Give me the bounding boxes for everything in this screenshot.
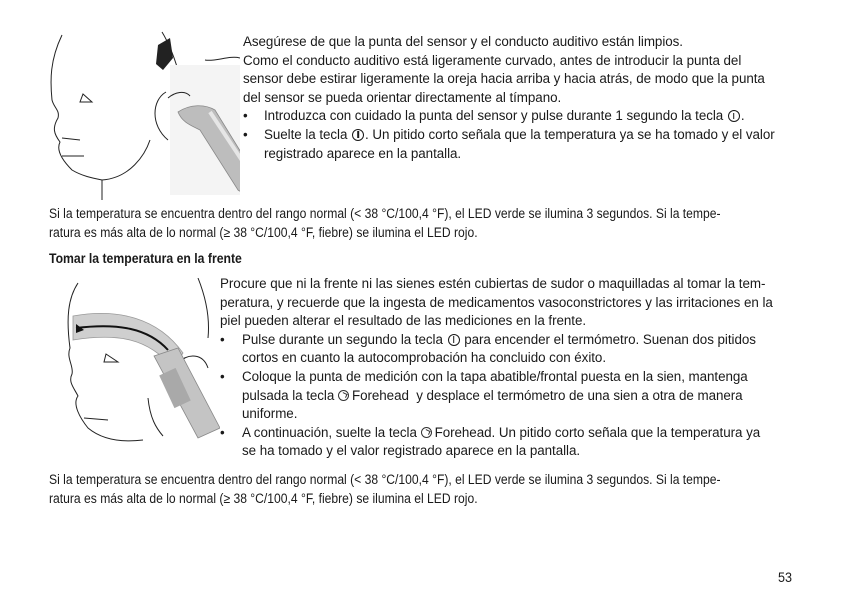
- forehead-key-label: Forehead: [351, 387, 409, 403]
- ear-paragraph-line: sensor debe estirar ligeramente la oreja hacia arriba y hacia atrás, de modo que la punta: [243, 71, 765, 87]
- power-icon: [728, 110, 740, 122]
- bullet-text: se ha tomado y el valor registrado aparece en la pantalla.: [242, 443, 581, 459]
- forehead-bullet-item: [220, 368, 773, 424]
- result-note-line: ratura es más alta de lo normal (≥ 38 °C/100,4 °F, fiebre) se ilumina el LED rojo.: [49, 491, 478, 506]
- bullet-text: Suelte la tecla: [264, 126, 348, 142]
- ear-bullet-item: [243, 126, 775, 163]
- forehead-icon: [338, 390, 349, 401]
- power-icon: [352, 129, 364, 141]
- ear-paragraph-line: Como el conducto auditivo está ligeramente curvado, antes de introducir la punta del: [243, 52, 742, 68]
- result-note-2: [49, 470, 721, 508]
- forehead-paragraph-line: Procure que ni la frente ni las sienes estén cubiertas de sudor o maquilladas al tomar la tem-: [220, 276, 766, 291]
- bullet-text: Coloque la punta de medición con la tapa abatible/frontal puesta en la sien, mantenga: [242, 368, 748, 384]
- power-icon: [448, 334, 460, 346]
- bullet-text: para encender el termómetro. Suenan dos pitidos: [460, 331, 756, 347]
- bullet-text: Pulse durante un segundo la tecla: [242, 331, 443, 347]
- bullet-dot: •: [243, 126, 248, 142]
- bullet-text: Introduzca con cuidado la punta del sensor y pulse durante 1 segundo la tecla: [264, 108, 724, 124]
- result-note-line: Si la temperatura se encuentra dentro del rango normal (< 38 °C/100,4 °F), el LED verde se ilumina 3 segundos. Si la tempe-: [49, 206, 721, 221]
- bullet-text-line: [242, 387, 773, 406]
- bullet-dot: •: [220, 331, 225, 347]
- bullet-text: . Un pitido corto señala que la temperatura ya: [491, 424, 761, 440]
- section-heading-forehead: Tomar la temperatura en la frente: [49, 251, 242, 266]
- forehead-instructions: [220, 275, 773, 461]
- forehead-measurement-illustration: [48, 278, 220, 458]
- page-number: 53: [778, 569, 793, 585]
- bullet-text-line: [242, 424, 773, 443]
- bullet-text: . Un pitido corto señala que la temperatura ya se ha tomado y el valor: [365, 126, 775, 142]
- forehead-paragraph-line: peratura, y recuerde que la ingesta de medicamentos vasoconstrictores y las irritaciones en la: [220, 294, 773, 310]
- forehead-bullet-item: [220, 331, 773, 368]
- bullet-text: uniforme.: [242, 406, 298, 422]
- result-note-line: Si la temperatura se encuentra dentro del rango normal (< 38 °C/100,4 °F), el LED verde se ilumina 3 segundos. Si la tempe-: [49, 472, 721, 487]
- ear-bullet-item: [243, 107, 775, 126]
- forehead-paragraph-line: piel pueden alterar el resultado de las mediciones en la frente.: [220, 313, 587, 329]
- ear-instructions: [243, 33, 775, 163]
- forehead-bullet-item: [220, 424, 773, 461]
- ear-measurement-illustration: [40, 30, 240, 200]
- bullet-text: registrado aparece en la pantalla.: [264, 145, 462, 161]
- result-note-line: ratura es más alta de lo normal (≥ 38 °C/100,4 °F, fiebre) se ilumina el LED rojo.: [49, 225, 478, 240]
- ear-paragraph-line: Asegúrese de que la punta del sensor y el conducto auditivo están limpios.: [243, 34, 683, 49]
- ear-paragraph-line: del sensor se pueda orientar directamente al tímpano.: [243, 89, 562, 105]
- bullet-text: pulsada la tecla: [242, 387, 335, 403]
- forehead-icon: [421, 427, 432, 438]
- bullet-dot: •: [243, 108, 248, 124]
- result-note-1: [49, 204, 721, 242]
- bullet-text: A continuación, suelte la tecla: [242, 424, 417, 440]
- bullet-dot: •: [220, 368, 225, 384]
- bullet-text: y desplace el termómetro de una sien a otra de manera: [408, 387, 743, 403]
- bullet-text: .: [740, 108, 745, 124]
- bullet-text: cortos en cuanto la autocomprobación ha concluido con éxito.: [242, 350, 606, 366]
- bullet-dot: •: [220, 424, 225, 440]
- forehead-key-label: Forehead: [434, 424, 492, 440]
